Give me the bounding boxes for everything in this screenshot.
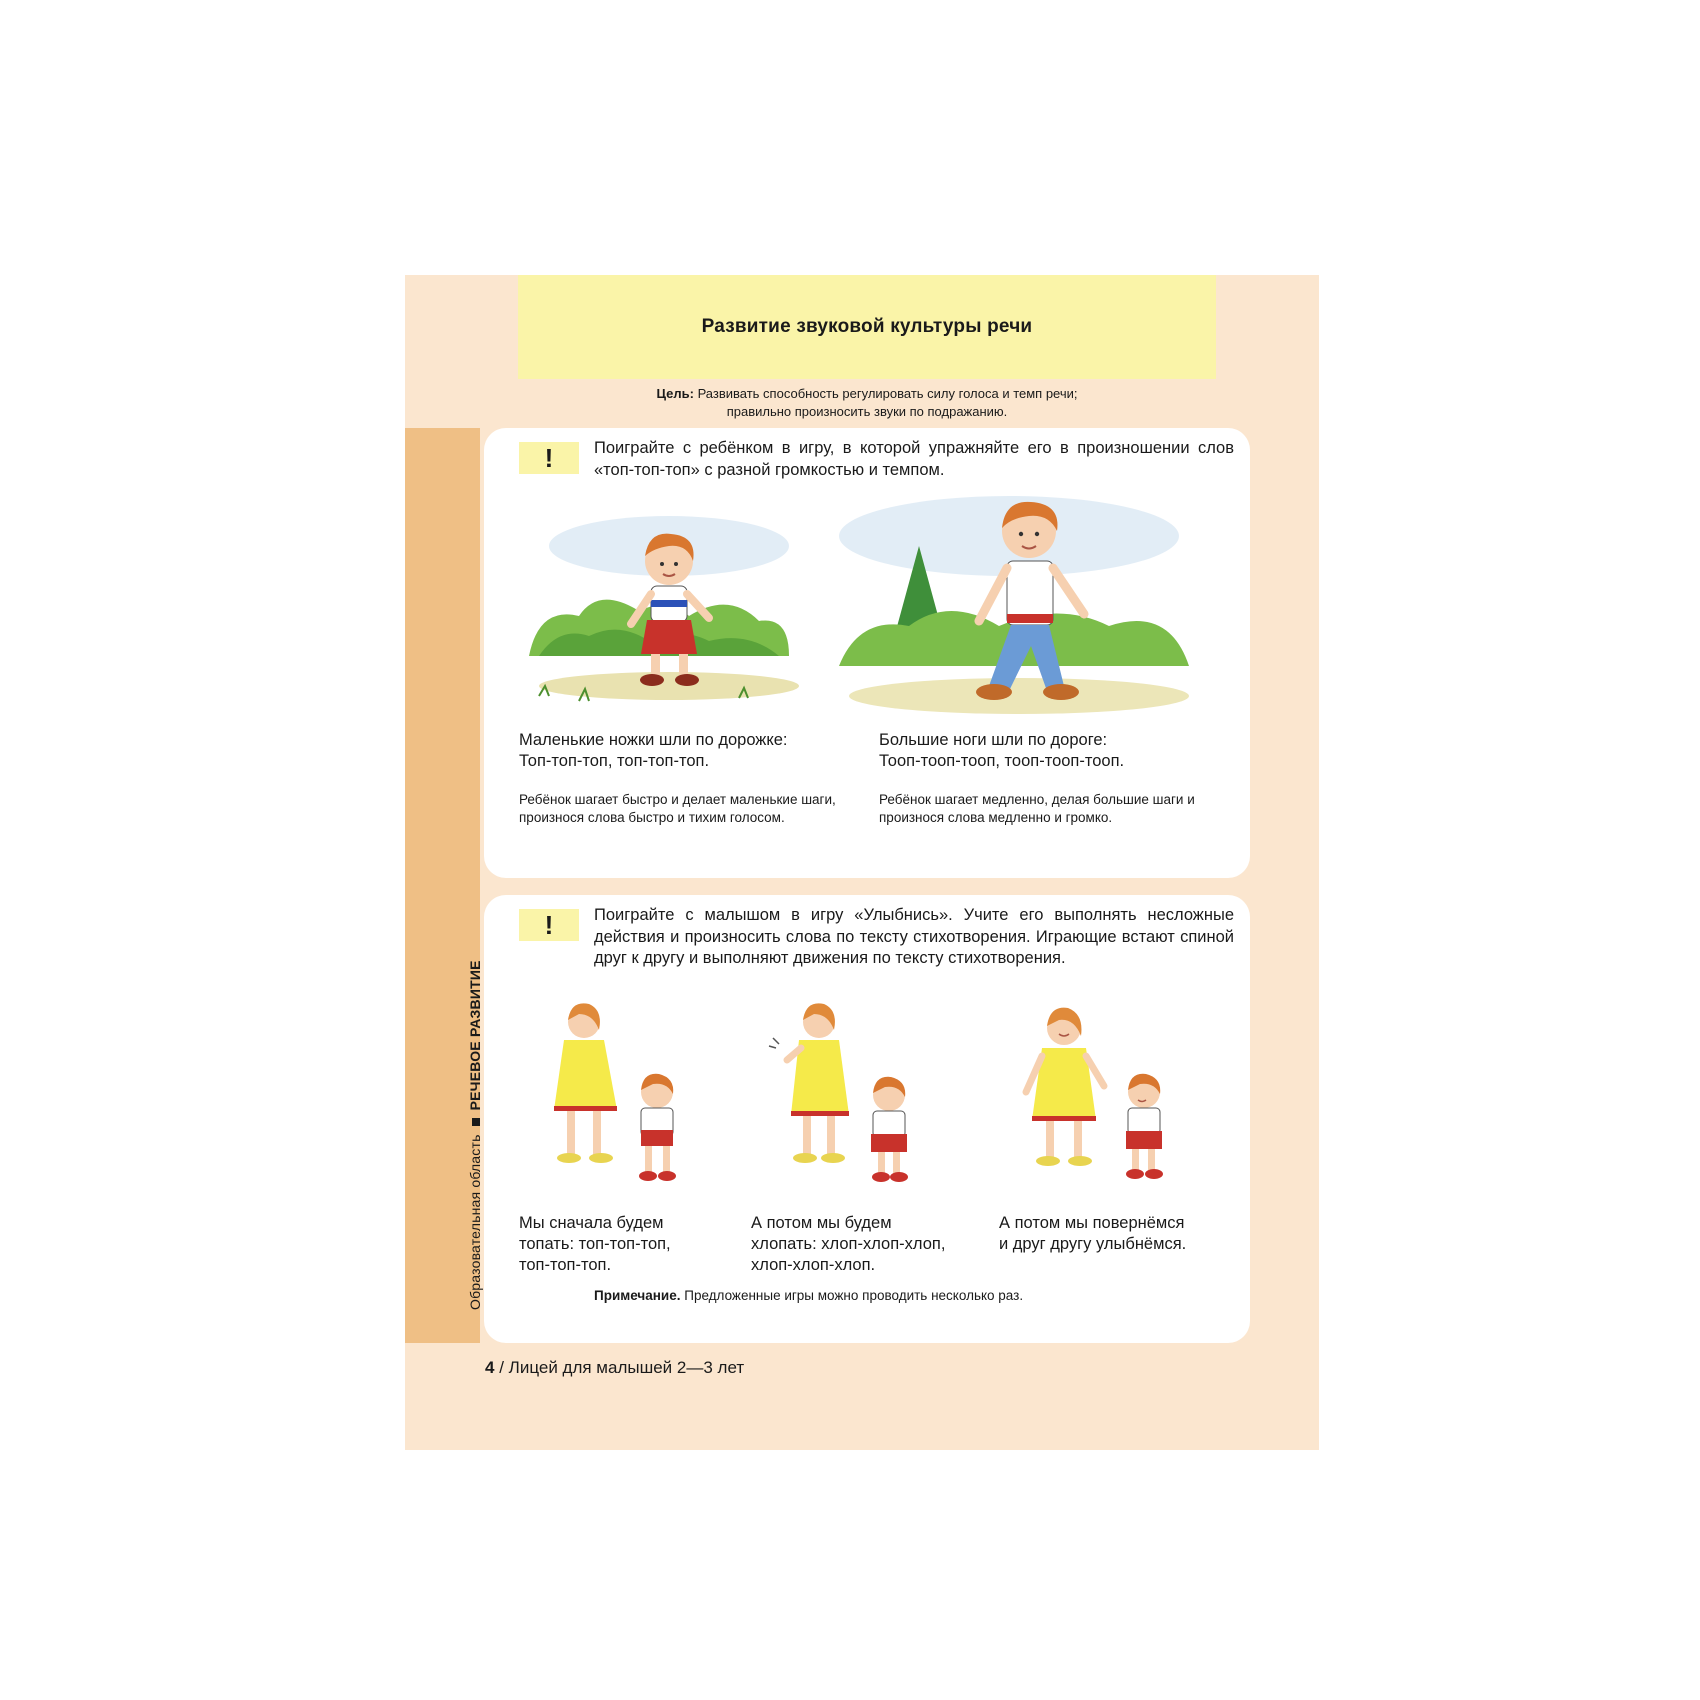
- goal-line-2: правильно произносить звуки по подражанию.: [726, 404, 1008, 419]
- note-label: Примечание.: [594, 1288, 681, 1303]
- big-boy-walking-illustration: [829, 486, 1199, 726]
- right-verse: [879, 730, 1124, 772]
- left-verse: [519, 730, 788, 772]
- page-number: 4: [485, 1358, 495, 1377]
- side-label: [467, 960, 483, 1310]
- right-explanation: Ребёнок шагает медленно, делая большие шаги и произнося слова медленно и громко.: [879, 792, 1195, 825]
- note-text: Предложенные игры можно проводить несколько раз.: [684, 1288, 1024, 1303]
- stomping-illustration: [529, 1000, 719, 1200]
- caption-clap: [751, 1213, 945, 1276]
- caption-clap-line-2: хлопать: хлоп-хлоп-хлоп,: [751, 1235, 946, 1253]
- square-bullet-icon: [472, 1118, 480, 1126]
- clapping-illustration: [759, 1000, 949, 1200]
- caption-clap-line-3: хлоп-хлоп-хлоп.: [751, 1256, 876, 1274]
- book-page: [405, 275, 1319, 1450]
- caption-clap-line-1: А потом мы будем: [751, 1214, 892, 1232]
- side-label-section: РЕЧЕВОЕ РАЗВИТИЕ: [467, 960, 483, 1111]
- activity-1-intro: Поиграйте с ребёнком в игру, в которой упражняйте его в произношении слов «топ-топ-топ» с разной громкостью и темпом.: [594, 439, 1234, 479]
- book-title: Лицей для малышей 2—3 лет: [508, 1358, 745, 1377]
- goal-text: [518, 385, 1216, 421]
- caption-smile: [999, 1213, 1186, 1255]
- caption-stomp-line-2: топать: топ-топ-топ,: [519, 1235, 671, 1253]
- left-verse-line-1: Маленькие ножки шли по дорожке:: [519, 731, 788, 749]
- left-verse-line-2: Топ-топ-топ, топ-топ-топ.: [519, 752, 710, 770]
- small-boy-walking-illustration: [519, 506, 799, 716]
- footer-separator: /: [499, 1358, 504, 1377]
- title-band: [518, 275, 1216, 379]
- right-verse-line-1: Большие ноги шли по дороге:: [879, 731, 1108, 749]
- page-title: Развитие звуковой культуры речи: [701, 316, 1033, 337]
- activity-2-intro: Поиграйте с малышом в игру «Улыбнись». Учите его выполнять несложные действия и произносить слова по тексту стихотворения. Играющие встают спиной друг к другу и выполняют движения по тексту стихотворения.: [594, 906, 1234, 967]
- caption-stomp-line-3: топ-топ-топ.: [519, 1256, 612, 1274]
- caption-smile-line-1: А потом мы повернёмся: [999, 1214, 1185, 1232]
- left-explanation: Ребёнок шагает быстро и делает маленькие шаги, произнося слова быстро и тихим голосом.: [519, 792, 836, 825]
- goal-line-1: Развивать способность регулировать силу голоса и темп речи;: [697, 386, 1078, 401]
- note: [594, 1288, 1023, 1303]
- smiling-illustration: [1004, 1000, 1194, 1200]
- exclamation-icon: !: [519, 909, 579, 941]
- caption-stomp: [519, 1213, 671, 1276]
- activity-card-2: [484, 895, 1250, 1343]
- activity-card-1: [484, 428, 1250, 878]
- page-footer: [485, 1358, 744, 1378]
- exclamation-icon: !: [519, 442, 579, 474]
- right-verse-line-2: Тооп-тооп-тооп, тооп-тооп-тооп.: [879, 752, 1125, 770]
- goal-label: Цель:: [656, 386, 694, 401]
- caption-stomp-line-1: Мы сначала будем: [519, 1214, 664, 1232]
- side-label-area: Образовательная область: [467, 1134, 483, 1310]
- caption-smile-line-2: и друг другу улыбнёмся.: [999, 1235, 1187, 1253]
